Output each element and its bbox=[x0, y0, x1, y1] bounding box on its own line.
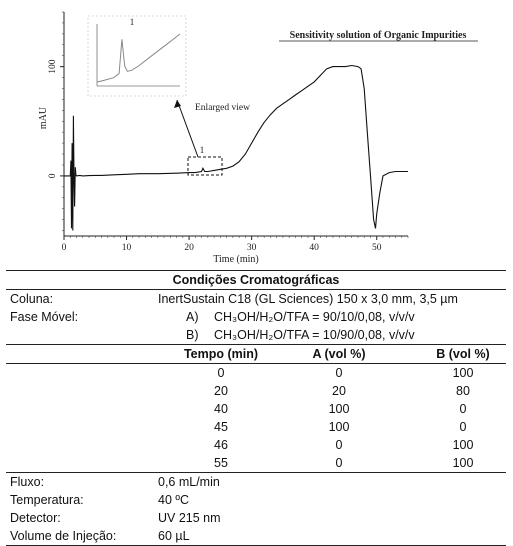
phase-a bbox=[186, 308, 415, 326]
cell-b: 0 bbox=[459, 402, 467, 416]
cell-tempo: 46 bbox=[214, 438, 228, 452]
y-tick-label: 0 bbox=[48, 173, 58, 179]
y-axis-ticks bbox=[48, 12, 64, 231]
phase-a-letter: A) bbox=[186, 310, 199, 324]
conditions-table bbox=[6, 270, 506, 546]
cell-tempo: 40 bbox=[214, 402, 228, 416]
cell-a: 20 bbox=[332, 384, 346, 398]
x-tick-label: 50 bbox=[371, 243, 382, 253]
detector-row bbox=[6, 509, 506, 527]
cell-b: 80 bbox=[456, 384, 470, 398]
gradient-row bbox=[6, 454, 506, 472]
peak-1-label: 1 bbox=[199, 145, 205, 155]
cell-a: 0 bbox=[335, 366, 343, 380]
inset-plot bbox=[88, 16, 186, 96]
cell-b: 0 bbox=[459, 420, 467, 434]
gradient-row bbox=[6, 400, 506, 418]
temperatura-row bbox=[6, 491, 506, 509]
header-a: A (vol %) bbox=[312, 347, 366, 361]
header-b: B (vol %) bbox=[436, 347, 490, 361]
detector-label: Detector: bbox=[10, 511, 61, 525]
x-axis-label: Time (min) bbox=[213, 254, 259, 265]
gradient-row bbox=[6, 382, 506, 400]
phase-b-row bbox=[6, 326, 506, 344]
x-tick-label: 20 bbox=[184, 243, 194, 253]
x-tick-label: 0 bbox=[61, 243, 67, 253]
phase-b-letter: B) bbox=[186, 328, 199, 342]
phase-b bbox=[186, 326, 415, 344]
coluna-row bbox=[6, 290, 506, 308]
coluna-label: Coluna: bbox=[10, 292, 54, 306]
x-tick-label: 30 bbox=[246, 243, 257, 253]
gradient-row bbox=[6, 418, 506, 436]
cell-b: 100 bbox=[452, 438, 474, 452]
y-axis-label: mAU bbox=[38, 106, 49, 130]
inset-peak-label: 1 bbox=[129, 17, 135, 27]
cell-a: 100 bbox=[328, 402, 350, 416]
cell-tempo: 55 bbox=[214, 456, 228, 470]
fase-movel-label: Fase Móvel: bbox=[10, 310, 79, 324]
phase-a-text: CH₃OH/H₂O/TFA = 90/10/0,08, v/v/v bbox=[214, 310, 415, 324]
fase-movel-row bbox=[6, 308, 506, 326]
fluxo-row bbox=[6, 473, 506, 491]
temperatura-value: 40 ºC bbox=[158, 493, 189, 507]
gradient-header-row bbox=[6, 345, 506, 363]
cell-b: 100 bbox=[452, 366, 474, 380]
detector-value: UV 215 nm bbox=[158, 511, 221, 525]
fluxo-value: 0,6 mL/min bbox=[158, 475, 220, 489]
gradient-row bbox=[6, 436, 506, 454]
volume-value: 60 µL bbox=[158, 529, 190, 543]
cell-a: 0 bbox=[335, 456, 343, 470]
coluna-value: InertSustain C18 (GL Sciences) 150 x 3,0 mm, 3,5 µm bbox=[158, 292, 458, 306]
phase-b-text: CH₃OH/H₂O/TFA = 10/90/0,08, v/v/v bbox=[214, 328, 415, 342]
x-tick-label: 40 bbox=[309, 243, 319, 253]
volume-row bbox=[6, 527, 506, 545]
chromatogram-chart bbox=[0, 0, 513, 268]
chart-title: Sensitivity solution of Organic Impurities bbox=[289, 30, 467, 41]
header-tempo: Tempo (min) bbox=[183, 347, 259, 361]
cell-tempo: 45 bbox=[214, 420, 228, 434]
gradient-row bbox=[6, 364, 506, 382]
cell-a: 100 bbox=[328, 420, 350, 434]
fluxo-label: Fluxo: bbox=[10, 475, 45, 489]
y-tick-label: 100 bbox=[48, 59, 58, 74]
x-axis-ticks bbox=[62, 236, 408, 253]
cell-tempo: 0 bbox=[217, 366, 225, 380]
temperatura-label: Temperatura: bbox=[10, 493, 84, 507]
enlarged-view-label: Enlarged view bbox=[195, 103, 250, 113]
cell-tempo: 20 bbox=[214, 384, 228, 398]
conditions-title: Condições Cromatográficas bbox=[172, 273, 340, 287]
x-tick-label: 10 bbox=[121, 243, 132, 253]
cell-a: 0 bbox=[335, 438, 343, 452]
volume-label: Volume de Injeção: bbox=[10, 529, 117, 543]
cell-b: 100 bbox=[452, 456, 474, 470]
